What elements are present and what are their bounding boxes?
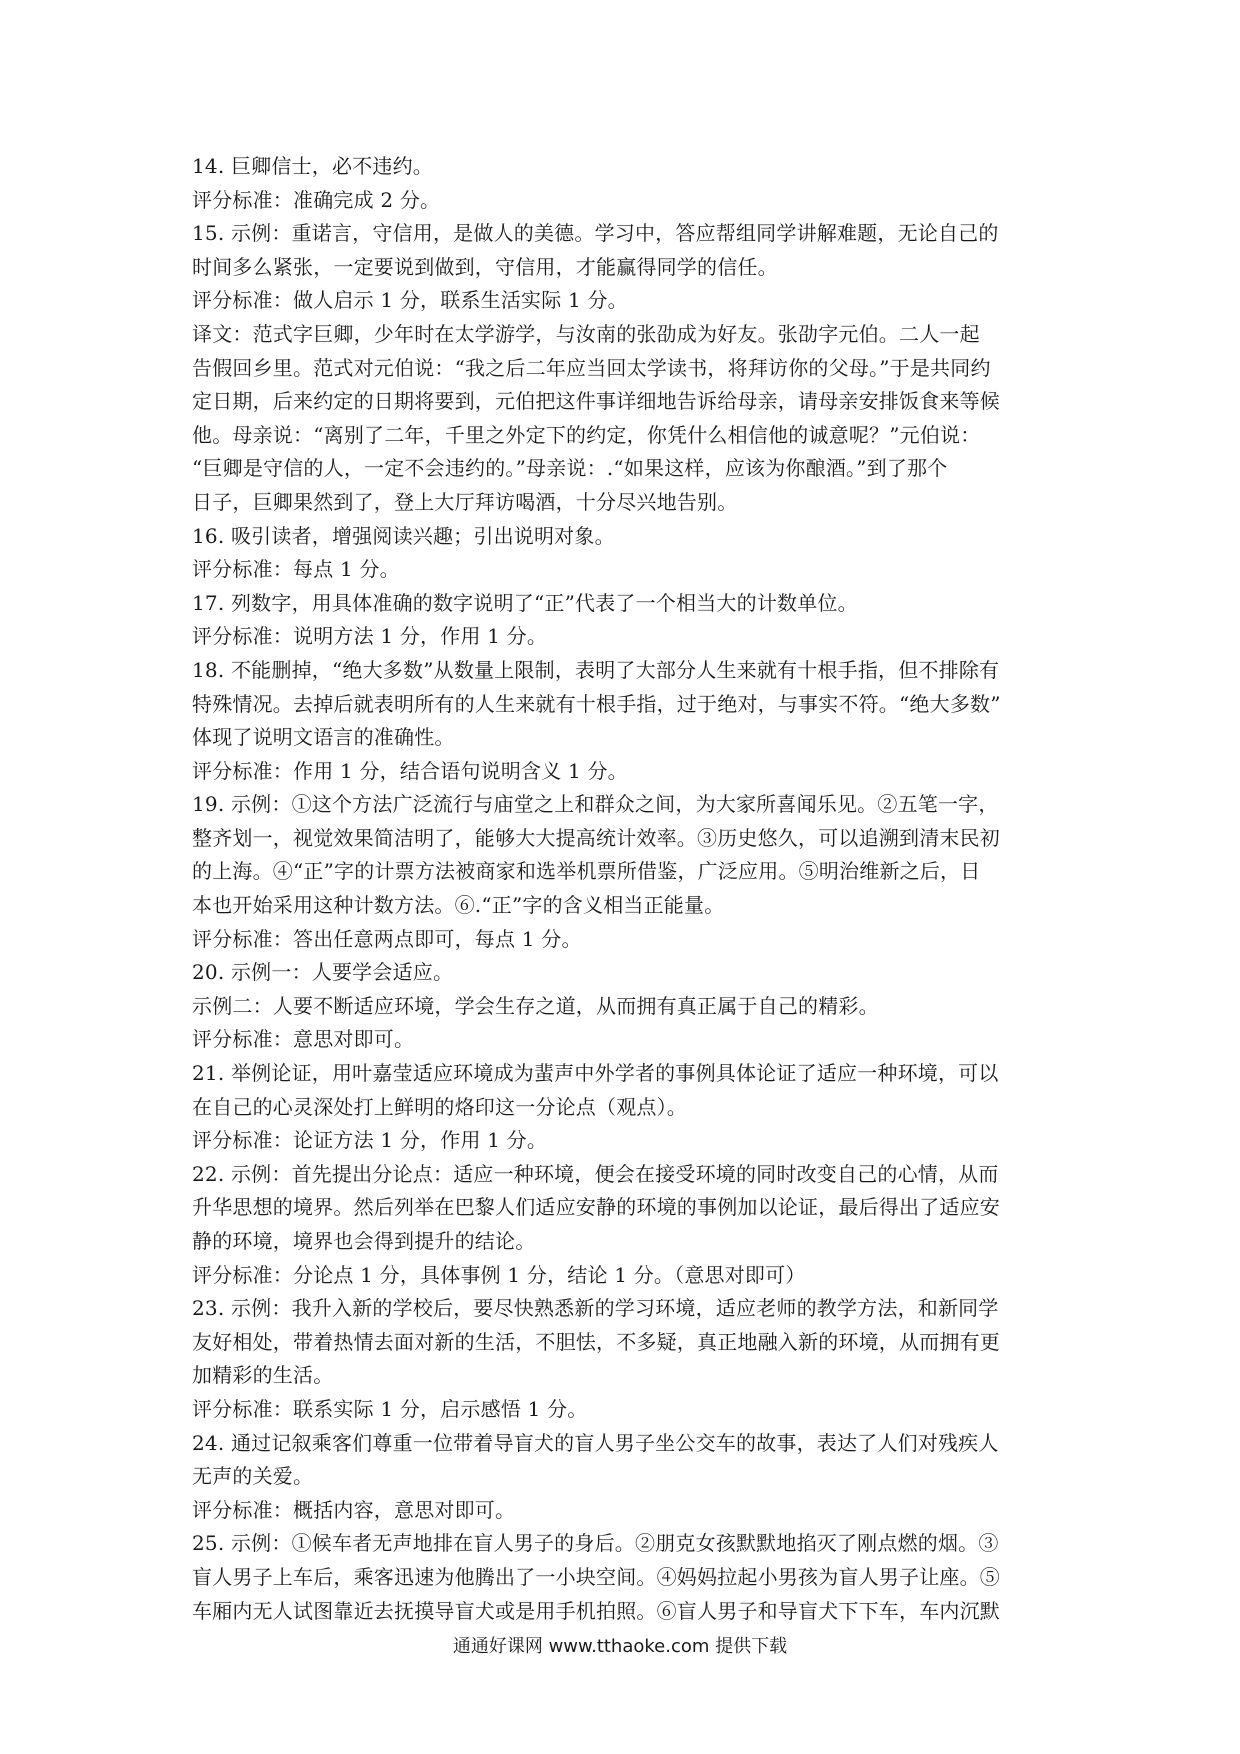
- text-line: 整齐划一，视觉效果简洁明了，能够大大提高统计效率。③历史悠久，可以追溯到清末民初: [192, 825, 1000, 850]
- text-line: 21. 举例论证，用叶嘉莹适应环境成为蜚声中外学者的事例具体论证了适应一种环境，可以: [192, 1061, 999, 1086]
- text-line: 升华思想的境界。然后列举在巴黎人们适应安静的环境的事例加以论证，最后得出了适应安: [192, 1195, 1000, 1220]
- text-line: 友好相处，带着热情去面对新的生活，不胆怯，不多疑，真正地融入新的环境，从而拥有更: [192, 1329, 1000, 1354]
- text-line: 14. 巨卿信士，必不违约。: [192, 154, 433, 178]
- text-line: 无声的关爱。: [192, 1464, 314, 1489]
- text-line: 20. 示例一：人要学会适应。: [192, 960, 454, 985]
- text-line: 评分标准：论证方法 1 分，作用 1 分。: [192, 1128, 548, 1153]
- text-line: 他。母亲说：“离别了二年，千里之外定下的约定，你凭什么相信他的诚意呢？”元伯说：: [192, 422, 981, 447]
- text-line: 评分标准：作用 1 分，结合语句说明含义 1 分。: [192, 758, 628, 783]
- text-line: 盲人男子上车后，乘客迅速为他腾出了一小块空间。④妈妈拉起小男孩为盲人男子让座。⑤: [192, 1564, 1000, 1589]
- text-line: 评分标准：做人启示 1 分，联系生活实际 1 分。: [192, 288, 628, 313]
- text-line: 评分标准：答出任意两点即可，每点 1 分。: [192, 926, 582, 951]
- answer-text-body: [192, 150, 1062, 1628]
- text-line: 评分标准：每点 1 分。: [192, 557, 400, 582]
- text-line: 23. 示例：我升入新的学校后，要尽快熟悉新的学习环境，适应老师的教学方法，和新同学: [192, 1296, 999, 1321]
- text-line: 15. 示例：重诺言，守信用，是做人的美德。学习中，答应帮组同学讲解难题，无论自己的: [192, 221, 999, 246]
- text-line: 译文：范式字巨卿，少年时在太学游学，与汝南的张劭成为好友。张劭字元伯。二人一起: [192, 321, 980, 346]
- text-line: 加精彩的生活。: [192, 1363, 334, 1388]
- text-line: 评分标准：联系实际 1 分，启示感悟 1 分。: [192, 1396, 588, 1421]
- text-line: 告假回乡里。范式对元伯说：“我之后二年应当回太学读书，将拜访你的父母。”于是共同约: [192, 355, 991, 380]
- text-line: 24. 通过记叙乘客们尊重一位带着导盲犬的盲人男子坐公交车的故事，表达了人们对残疾人: [192, 1430, 999, 1455]
- text-line: 评分标准：说明方法 1 分，作用 1 分。: [192, 624, 548, 649]
- text-line: 定日期，后来约定的日期将要到，元伯把这件事详细地告诉给母亲，请母亲安排饭食来等候: [192, 389, 1000, 414]
- text-line: 静的环境，境界也会得到提升的结论。: [192, 1229, 536, 1253]
- text-line: 评分标准：分论点 1 分，具体事例 1 分，结论 1 分。（意思对即可）: [192, 1262, 806, 1287]
- text-line: 特殊情况。去掉后就表明所有的人生来就有十根手指，过于绝对，与事实不符。“绝大多数”: [192, 691, 1001, 716]
- text-line: 22. 示例：首先提出分论点：适应一种环境，便会在接受环境的同时改变自己的心情，从而: [192, 1161, 999, 1186]
- text-line: 体现了说明文语言的准确性。: [192, 725, 455, 750]
- text-line: 17. 列数字，用具体准确的数字说明了“正”代表了一个相当大的计数单位。: [192, 590, 858, 615]
- text-line: 18. 不能删掉，“绝大多数”从数量上限制，表明了大部分人生来就有十根手指，但不排除有: [192, 657, 1000, 682]
- text-line: 日子，巨卿果然到了，登上大厅拜访喝酒，十分尽兴地告别。: [192, 489, 738, 514]
- page-footer: 通通好课网 www.tthaoke.com 提供下载: [452, 1636, 788, 1657]
- text-line: 19. 示例：①这个方法广泛流行与庙堂之上和群众之间，为大家所喜闻乐见。②五笔一字，: [192, 792, 999, 817]
- text-line: 25. 示例：①候车者无声地排在盲人男子的身后。②朋克女孩默默地掐灭了刚点燃的烟。③: [192, 1531, 999, 1556]
- text-line: 时间多么紧张，一定要说到做到，守信用，才能赢得同学的信任。: [192, 254, 778, 279]
- text-line: 在自己的心灵深处打上鲜明的烙印这一分论点（观点）。: [192, 1094, 687, 1119]
- text-line: 16. 吸引读者，增强阅读兴趣；引出说明对象。: [192, 523, 615, 548]
- text-line: 车厢内无人试图靠近去抚摸导盲犬或是用手机拍照。⑥盲人男子和导盲犬下下车，车内沉默: [192, 1598, 1000, 1623]
- text-line: 评分标准：概括内容，意思对即可。: [192, 1497, 516, 1522]
- text-line: 本也开始采用这种计数方法。⑥.“正”字的含义相当正能量。: [192, 893, 725, 918]
- text-line: 示例二：人要不断适应环境，学会生存之道，从而拥有真正属于自己的精彩。: [192, 993, 879, 1018]
- text-line: 评分标准：准确完成 2 分。: [192, 187, 441, 212]
- text-line: “巨卿是守信的人，一定不会违约的。”母亲说：.“如果这样，应该为你酿酒。”到了那个: [192, 456, 948, 481]
- text-line: 评分标准：意思对即可。: [192, 1027, 415, 1052]
- text-line: 的上海。④“正”字的计票方法被商家和选举机票所借鉴，广泛应用。⑤明治维新之后，日: [192, 859, 981, 884]
